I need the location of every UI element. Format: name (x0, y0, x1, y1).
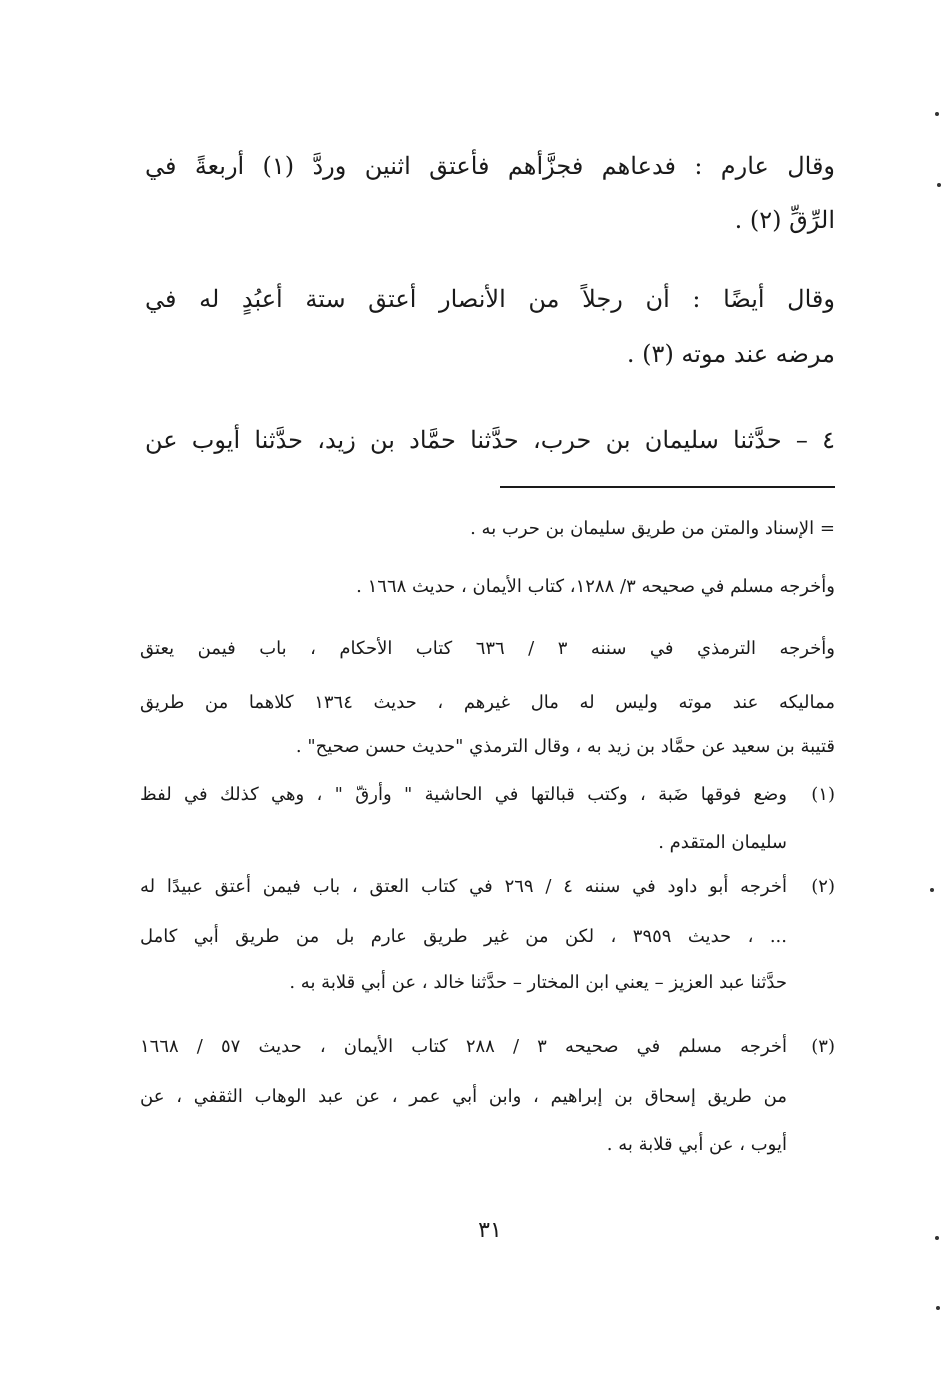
footnote-continuation-line-1: = الإسناد والمتن من طريق سليمان بن حرب به . (470, 518, 835, 539)
footnote-continuation-line-3: وأخرجه الترمذي في سننه ٣ / ٦٣٦ كتاب الأحكام ، باب فيمن يعتق (140, 638, 835, 659)
footnote-1-line-1 (140, 778, 835, 812)
scan-speck (930, 888, 934, 892)
footnote-2-line-2 (140, 920, 835, 954)
footnote-1-line-2 (140, 826, 835, 860)
body-line-2: الرِّقِّ (٢) . (734, 206, 835, 234)
scan-speck (935, 1236, 939, 1240)
footnote-3-line-3 (140, 1128, 835, 1162)
footnote-continuation-line-5: قتيبة بن سعيد عن حمَّاد بن زيد به ، وقال الترمذي "حديث حسن صحيح" . (295, 736, 835, 757)
body-line-3: وقال أيضًا : أن رجلاً من الأنصار أعتق ستة أعبُدٍ له في (145, 285, 835, 313)
scan-speck (937, 183, 941, 187)
body-line-4: مرضه عند موته (٣) . (626, 340, 835, 368)
footnote-separator (500, 486, 835, 488)
footnote-1-marker: (١) (811, 784, 835, 805)
footnote-2-marker: (٢) (811, 876, 835, 897)
page-number: ٣١ (478, 1218, 502, 1243)
footnote-3-line-1 (140, 1030, 835, 1064)
footnote-2-line-3 (140, 966, 835, 1000)
footnote-1-text-2: سليمان المتقدم . (658, 832, 787, 853)
scan-speck (935, 112, 939, 116)
footnote-3-marker: (٣) (811, 1036, 835, 1057)
footnote-3-text-2: من طريق إسحاق بن إبراهيم ، وابن أبي عمر ، عن عبد الوهاب الثقفي ، عن (140, 1086, 787, 1107)
footnote-3-text-1: أخرجه مسلم في صحيحه ٣ / ٢٨٨ كتاب الأيمان ، حديث ٥٧ / ١٦٦٨ (140, 1036, 787, 1057)
footnote-2-text-3: حدَّثنا عبد العزيز – يعني ابن المختار – حدَّثنا خالد ، عن أبي قلابة به . (289, 972, 787, 993)
footnote-2-line-1 (140, 870, 835, 904)
footnote-2-text-1: أخرجه أبو داود في سننه ٤ / ٢٦٩ في كتاب العتق ، باب فيمن أعتق عبيدًا له (140, 876, 787, 897)
footnote-continuation-line-4: مماليكه عند موته وليس له مال غيرهم ، حديث ١٣٦٤ كلاهما من طريق (140, 692, 835, 713)
footnote-2-text-2: ... ، حديث ٣٩٥٩ ، لكن من غير طريق عارم بل من طريق أبي كامل (140, 926, 787, 947)
body-line-1: وقال عارم : فدعاهم فجزَّأهم فأعتق اثنين وردَّ (١) أربعةً في (145, 152, 835, 180)
footnote-continuation-line-2: وأخرجه مسلم في صحيحه ٣/ ١٢٨٨، كتاب الأيمان ، حديث ١٦٦٨ . (356, 576, 835, 597)
footnote-3-line-2 (140, 1080, 835, 1114)
body-line-5: ٤ – حدَّثنا سليمان بن حرب، حدَّثنا حمَّاد بن زيد، حدَّثنا أيوب عن (145, 426, 835, 454)
scan-speck (936, 1306, 940, 1310)
footnote-3-text-3: أيوب ، عن أبي قلابة به . (606, 1134, 787, 1155)
footnote-1-text-1: وضع فوقها ضَبة ، وكتب قبالتها في الحاشية " وأرقّ " ، وهي كذلك في لفظ (140, 784, 787, 805)
